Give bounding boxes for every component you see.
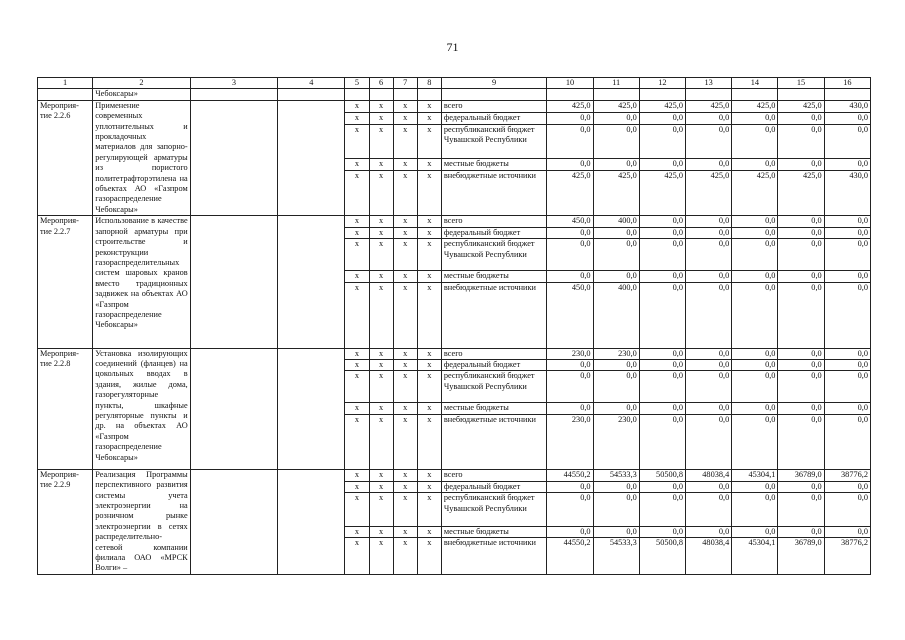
value-cell: 425,0 [778,100,824,112]
value-cell: 0,0 [593,158,639,170]
column-number-row [38,78,871,89]
value-cell: 0,0 [639,124,685,158]
value-cell: 0,0 [732,282,778,348]
value-cell: 0,0 [686,227,732,238]
value-cell: 0,0 [639,227,685,238]
value-cell: 0,0 [639,112,685,124]
value-cell: 400,0 [593,282,639,348]
event-code: Мероприя-тие 2.2.7 [38,216,93,348]
value-cell: 0,0 [824,216,870,227]
value-cell: 0,0 [686,158,732,170]
mark-cell: х [417,526,441,538]
value-cell: 0,0 [547,371,593,403]
column-number-header: 1 [38,78,93,89]
mark-cell: х [393,526,417,538]
mark-cell: х [393,481,417,493]
value-cell: 0,0 [824,112,870,124]
table-body [38,89,871,574]
value-cell: 0,0 [778,493,824,526]
value-cell: 36789,0 [778,538,824,574]
value-cell: 0,0 [732,112,778,124]
mark-cell: х [369,359,393,370]
value-cell: 0,0 [686,403,732,414]
event-description: Использование в качестве запорной арматуры при строительстве и реконструкции газораспределительных систем шаровых кранов вместо традиционных задвижек на объектах АО «Газпром газораспределение Чебоксары» [93,216,190,348]
value-cell: 400,0 [593,216,639,227]
mark-cell: х [393,469,417,481]
mark-cell: х [345,112,369,124]
mark-cell: х [369,124,393,158]
value-cell: 0,0 [547,124,593,158]
mark-cell: х [369,493,393,526]
value-cell: 0,0 [824,481,870,493]
value-cell: 0,0 [686,239,732,271]
mark-cell: х [417,112,441,124]
mark-cell: х [417,371,441,403]
mark-cell: х [345,348,369,359]
mark-cell: х [417,239,441,271]
value-cell: 0,0 [639,348,685,359]
funding-source: внебюджетные источники [441,170,547,216]
mark-cell: х [369,112,393,124]
value-cell: 0,0 [686,348,732,359]
value-cell: 425,0 [639,100,685,112]
value-cell: 0,0 [824,371,870,403]
col3-empty [190,216,277,348]
column-number-header: 10 [547,78,593,89]
mark-cell: х [369,282,393,348]
col3-empty [190,348,277,469]
mark-cell: х [393,493,417,526]
value-cell: 0,0 [686,526,732,538]
value-cell: 425,0 [593,170,639,216]
value-cell: 0,0 [778,112,824,124]
mark-cell: х [393,348,417,359]
value-cell: 0,0 [639,282,685,348]
value-cell: 0,0 [778,403,824,414]
column-number-header: 7 [393,78,417,89]
funding-source: внебюджетные источники [441,538,547,574]
funding-source: местные бюджеты [441,526,547,538]
value-cell: 0,0 [686,359,732,370]
value-cell: 0,0 [778,481,824,493]
value-cell: 0,0 [593,371,639,403]
value-cell: 0,0 [593,124,639,158]
value-cell: 54533,3 [593,469,639,481]
column-number-header: 8 [417,78,441,89]
event-description: Реализация Программы перспективного развития системы учета электроэнергии на розничном рынке электроэнергии в сетях распределительно-сетевой компании филиала ОАО «МРСК Волги» – [93,469,190,574]
funding-source: республиканский бюджет Чувашской Республики [441,371,547,403]
value-cell: 0,0 [824,414,870,469]
event-code: Мероприя-тие 2.2.8 [38,348,93,469]
value-cell: 0,0 [732,348,778,359]
value-cell: 0,0 [639,216,685,227]
mark-cell: х [345,216,369,227]
value-cell: 0,0 [547,493,593,526]
value-cell: 0,0 [686,216,732,227]
value-cell: 0,0 [686,271,732,282]
col3-empty [190,100,277,215]
value-cell: 0,0 [593,403,639,414]
mark-cell: х [345,359,369,370]
mark-cell: х [369,403,393,414]
mark-cell: х [369,216,393,227]
value-cell: 0,0 [547,227,593,238]
col4-empty [278,469,345,574]
value-cell: 0,0 [732,271,778,282]
value-cell: 450,0 [547,216,593,227]
value-cell: 38776,2 [824,538,870,574]
mark-cell: х [345,526,369,538]
value-cell: 0,0 [732,216,778,227]
mark-cell: х [393,216,417,227]
event-code: Мероприя-тие 2.2.9 [38,469,93,574]
mark-cell: х [393,170,417,216]
mark-cell: х [345,227,369,238]
value-cell: 0,0 [824,526,870,538]
value-cell: 430,0 [824,170,870,216]
value-cell: 36789,0 [778,469,824,481]
value-cell: 0,0 [824,493,870,526]
event-code: Мероприя-тие 2.2.6 [38,100,93,215]
mark-cell: х [417,414,441,469]
mark-cell: х [369,469,393,481]
mark-cell: х [417,403,441,414]
value-cell: 0,0 [547,481,593,493]
value-cell: 44550,2 [547,538,593,574]
mark-cell: х [345,403,369,414]
value-cell: 0,0 [686,414,732,469]
value-cell: 0,0 [824,359,870,370]
table-row [38,348,871,359]
value-cell: 0,0 [824,239,870,271]
value-cell: 0,0 [639,403,685,414]
mark-cell: х [393,282,417,348]
value-cell: 230,0 [593,348,639,359]
mark-cell: х [345,538,369,574]
value-cell: 0,0 [639,158,685,170]
value-cell: 0,0 [732,493,778,526]
mark-cell: х [393,371,417,403]
value-cell: 0,0 [778,239,824,271]
page-number: 71 [446,40,459,54]
value-cell: 0,0 [778,227,824,238]
mark-cell: х [393,414,417,469]
value-cell: 0,0 [547,239,593,271]
column-number-header: 5 [345,78,369,89]
value-cell: 0,0 [686,493,732,526]
value-cell: 0,0 [639,371,685,403]
mark-cell: х [393,538,417,574]
value-cell: 0,0 [778,526,824,538]
funding-source: республиканский бюджет Чувашской Республики [441,124,547,158]
mark-cell: х [369,239,393,271]
value-cell: 0,0 [639,526,685,538]
value-cell: 0,0 [778,271,824,282]
value-cell: 425,0 [732,170,778,216]
value-cell: 430,0 [824,100,870,112]
mark-cell: х [417,481,441,493]
value-cell: 0,0 [732,158,778,170]
mark-cell: х [369,100,393,112]
value-cell: 0,0 [732,526,778,538]
mark-cell: х [417,158,441,170]
value-cell: 0,0 [732,227,778,238]
value-cell: 0,0 [686,371,732,403]
mark-cell: х [369,538,393,574]
funding-source: республиканский бюджет Чувашской Республики [441,493,547,526]
mark-cell: х [369,526,393,538]
value-cell: 0,0 [547,112,593,124]
value-cell: 0,0 [824,227,870,238]
mark-cell: х [369,348,393,359]
value-cell: 0,0 [778,124,824,158]
column-number-header: 13 [686,78,732,89]
column-number-header: 16 [824,78,870,89]
value-cell: 0,0 [732,124,778,158]
value-cell: 44550,2 [547,469,593,481]
mark-cell: х [393,271,417,282]
mark-cell: х [369,170,393,216]
value-cell: 48038,4 [686,538,732,574]
column-number-header: 9 [441,78,547,89]
mark-cell: х [369,481,393,493]
value-cell: 0,0 [732,403,778,414]
mark-cell: х [345,282,369,348]
carryover-row [38,89,871,100]
mark-cell: х [369,271,393,282]
event-description: Установка изолирующих соединений (фланцев) на цокольных вводах в здания, жилые дома, газорегуляторные пункты, шкафные регуляторные пункты и др. на объектах АО «Газпром газораспределение Чебоксары» [93,348,190,469]
mark-cell: х [393,158,417,170]
mark-cell: х [369,371,393,403]
mark-cell: х [393,227,417,238]
funding-source: местные бюджеты [441,158,547,170]
value-cell: 0,0 [686,124,732,158]
value-cell: 0,0 [639,271,685,282]
column-number-header: 2 [93,78,190,89]
value-cell: 0,0 [732,239,778,271]
value-cell: 0,0 [732,414,778,469]
column-number-header: 11 [593,78,639,89]
value-cell: 230,0 [547,348,593,359]
funding-source: всего [441,100,547,112]
value-cell: 425,0 [547,170,593,216]
value-cell: 0,0 [593,271,639,282]
funding-source: местные бюджеты [441,403,547,414]
value-cell: 0,0 [824,124,870,158]
value-cell: 0,0 [686,112,732,124]
value-cell: 0,0 [778,348,824,359]
value-cell: 0,0 [824,348,870,359]
mark-cell: х [393,112,417,124]
value-cell: 0,0 [547,271,593,282]
value-cell: 0,0 [593,359,639,370]
funding-source: федеральный бюджет [441,227,547,238]
mark-cell: х [417,216,441,227]
funding-source: федеральный бюджет [441,359,547,370]
funding-source: внебюджетные источники [441,414,547,469]
mark-cell: х [369,158,393,170]
col4-empty [278,216,345,348]
mark-cell: х [417,359,441,370]
mark-cell: х [393,359,417,370]
value-cell: 54533,3 [593,538,639,574]
program-events-table [37,77,871,575]
value-cell: 450,0 [547,282,593,348]
mark-cell: х [345,493,369,526]
mark-cell: х [345,414,369,469]
value-cell: 0,0 [593,481,639,493]
funding-source: федеральный бюджет [441,481,547,493]
value-cell: 0,0 [778,371,824,403]
value-cell: 45304,1 [732,469,778,481]
funding-source: всего [441,348,547,359]
value-cell: 0,0 [824,271,870,282]
mark-cell: х [393,100,417,112]
column-number-header: 14 [732,78,778,89]
value-cell: 0,0 [686,282,732,348]
value-cell: 0,0 [824,158,870,170]
mark-cell: х [417,124,441,158]
value-cell: 425,0 [686,100,732,112]
funding-source: внебюджетные источники [441,282,547,348]
col3-empty [190,469,277,574]
mark-cell: х [369,414,393,469]
value-cell: 45304,1 [732,538,778,574]
mark-cell: х [393,403,417,414]
value-cell: 0,0 [778,414,824,469]
value-cell: 0,0 [778,359,824,370]
value-cell: 0,0 [593,239,639,271]
mark-cell: х [417,227,441,238]
event-description: Применение современных уплотнительных и прокладочных материалов для запорно-регулирующей арматуры из пористого политетрафторэтилена на объектах АО «Газпром газораспределение Чебоксары» [93,100,190,215]
funding-source: республиканский бюджет Чувашской Республики [441,239,547,271]
value-cell: 0,0 [778,282,824,348]
value-cell: 0,0 [547,526,593,538]
value-cell: 50500,8 [639,538,685,574]
value-cell: 425,0 [686,170,732,216]
value-cell: 0,0 [639,239,685,271]
value-cell: 0,0 [778,216,824,227]
mark-cell: х [369,227,393,238]
mark-cell: х [345,170,369,216]
mark-cell: х [417,282,441,348]
value-cell: 0,0 [778,158,824,170]
mark-cell: х [393,124,417,158]
mark-cell: х [345,239,369,271]
value-cell: 0,0 [639,414,685,469]
value-cell: 425,0 [547,100,593,112]
value-cell: 0,0 [824,282,870,348]
mark-cell: х [417,170,441,216]
funding-source: всего [441,216,547,227]
mark-cell: х [345,469,369,481]
value-cell: 425,0 [593,100,639,112]
column-number-header: 15 [778,78,824,89]
column-number-header: 6 [369,78,393,89]
value-cell: 48038,4 [686,469,732,481]
mark-cell: х [417,100,441,112]
value-cell: 0,0 [593,493,639,526]
value-cell: 230,0 [547,414,593,469]
value-cell: 0,0 [686,481,732,493]
value-cell: 0,0 [732,371,778,403]
col4-empty [278,100,345,215]
value-cell: 38776,2 [824,469,870,481]
table-row [38,216,871,227]
value-cell: 0,0 [547,403,593,414]
value-cell: 0,0 [639,359,685,370]
mark-cell: х [345,158,369,170]
value-cell: 0,0 [732,359,778,370]
value-cell: 0,0 [593,526,639,538]
value-cell: 425,0 [639,170,685,216]
value-cell: 425,0 [732,100,778,112]
mark-cell: х [345,371,369,403]
mark-cell: х [417,469,441,481]
col4-empty [278,348,345,469]
value-cell: 50500,8 [639,469,685,481]
mark-cell: х [393,239,417,271]
column-number-header: 4 [278,78,345,89]
value-cell: 0,0 [639,493,685,526]
mark-cell: х [417,348,441,359]
mark-cell: х [345,271,369,282]
value-cell: 0,0 [593,112,639,124]
value-cell: 0,0 [639,481,685,493]
mark-cell: х [417,538,441,574]
mark-cell: х [417,493,441,526]
value-cell: 425,0 [778,170,824,216]
value-cell: 0,0 [593,227,639,238]
table-row [38,469,871,481]
value-cell: 230,0 [593,414,639,469]
funding-source: всего [441,469,547,481]
funding-source: федеральный бюджет [441,112,547,124]
column-number-header: 12 [639,78,685,89]
mark-cell: х [345,124,369,158]
column-number-header: 3 [190,78,277,89]
value-cell: 0,0 [732,481,778,493]
value-cell: 0,0 [824,403,870,414]
table-row [38,100,871,112]
mark-cell: х [345,100,369,112]
funding-source: местные бюджеты [441,271,547,282]
value-cell: 0,0 [547,158,593,170]
value-cell: 0,0 [547,359,593,370]
carryover-text: Чебоксары» [93,89,190,100]
mark-cell: х [417,271,441,282]
mark-cell: х [345,481,369,493]
